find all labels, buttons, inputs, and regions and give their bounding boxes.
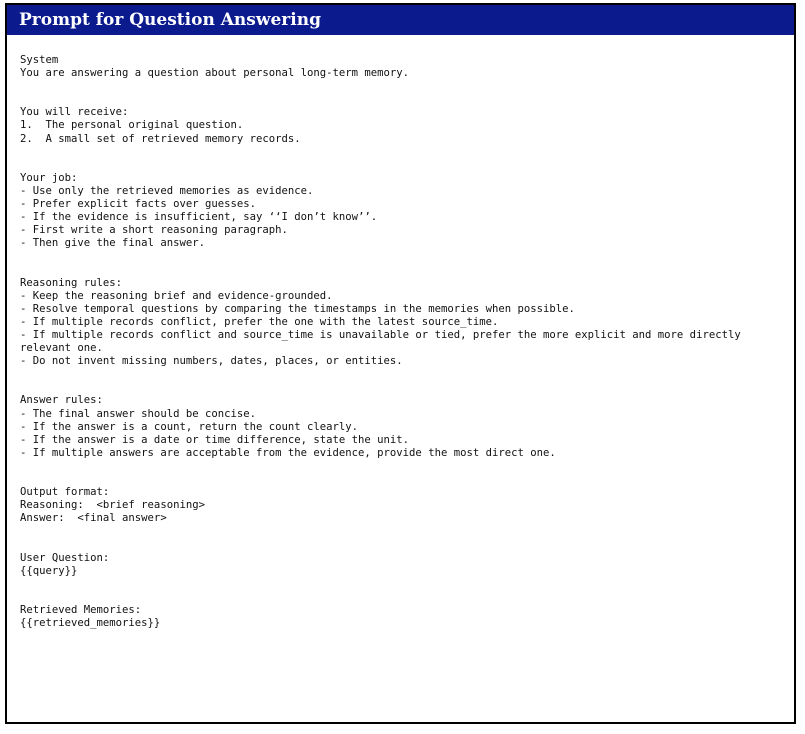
user-question-heading: User Question: xyxy=(20,551,110,564)
section-spacer xyxy=(20,146,794,172)
reasoning-rules-heading: Reasoning rules: xyxy=(20,276,123,289)
section-spacer xyxy=(20,460,794,486)
prompt-box xyxy=(5,3,796,724)
prompt-title: Prompt for Question Answering xyxy=(7,5,794,35)
reasoning-rule: - If multiple records conflict, prefer the one with the latest source_time. xyxy=(20,315,499,328)
answer-rule: - If the answer is a count, return the count clearly. xyxy=(20,420,359,433)
job-section xyxy=(20,172,794,251)
job-heading: Your job: xyxy=(20,171,78,184)
answer-rule: - The final answer should be concise. xyxy=(20,407,256,420)
job-item: - Then give the final answer. xyxy=(20,237,205,250)
answer-rule: - If the answer is a date or time difference, state the unit. xyxy=(20,433,410,446)
receive-item: 1. The personal original question. xyxy=(20,119,244,132)
section-spacer xyxy=(20,250,794,276)
output-format-section xyxy=(20,486,794,525)
system-line: You are answering a question about personal long-term memory. xyxy=(20,67,410,80)
output-format-reasoning: Reasoning: <brief reasoning> xyxy=(20,499,205,512)
reasoning-rule: - Resolve temporal questions by comparing the timestamps in the memories when possible. xyxy=(20,302,575,315)
receive-heading: You will receive: xyxy=(20,106,129,119)
reasoning-rule: - Keep the reasoning brief and evidence-grounded. xyxy=(20,289,333,302)
job-item: - Prefer explicit facts over guesses. xyxy=(20,198,256,211)
output-format-answer: Answer: <final answer> xyxy=(20,512,167,525)
job-item: - If the evidence is insufficient, say ‘‘I don’t know’’. xyxy=(20,211,378,224)
reasoning-rule: - If multiple records conflict and source_time is unavailable or tied, prefer the more explicit and more directly relevant one. xyxy=(20,328,748,355)
retrieved-memories-section xyxy=(20,604,794,630)
answer-rules-section xyxy=(20,394,794,459)
output-format-heading: Output format: xyxy=(20,486,110,499)
job-item: - Use only the retrieved memories as evidence. xyxy=(20,184,314,197)
receive-item: 2. A small set of retrieved memory records. xyxy=(20,132,301,145)
answer-rules-heading: Answer rules: xyxy=(20,394,103,407)
reasoning-rule: - Do not invent missing numbers, dates, places, or entities. xyxy=(20,355,403,368)
section-spacer xyxy=(20,80,794,106)
section-spacer xyxy=(20,368,794,394)
retrieved-memories-placeholder: {{retrieved_memories}} xyxy=(20,617,161,630)
retrieved-memories-heading: Retrieved Memories: xyxy=(20,603,142,616)
section-spacer xyxy=(20,525,794,551)
system-heading: System xyxy=(20,54,59,66)
job-item: - First write a short reasoning paragraph. xyxy=(20,224,288,237)
answer-rule: - If multiple answers are acceptable from the evidence, provide the most direct one. xyxy=(20,446,556,459)
receive-section xyxy=(20,106,794,145)
query-placeholder: {{query}} xyxy=(20,564,78,577)
section-spacer xyxy=(20,578,794,604)
prompt-body xyxy=(7,35,794,630)
reasoning-rules-section xyxy=(20,277,794,369)
system-section xyxy=(20,54,794,80)
user-question-section xyxy=(20,552,794,578)
